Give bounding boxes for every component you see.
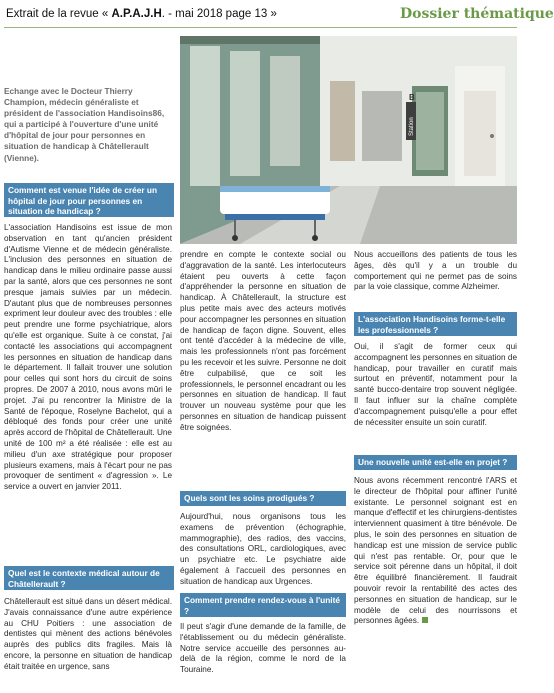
answer-2	[4, 597, 172, 693]
answer-5	[354, 342, 517, 448]
answer-4	[180, 622, 346, 688]
section-title: Dossier thématique	[400, 6, 554, 22]
answer-1	[4, 223, 172, 559]
column-3-continuation	[354, 250, 517, 306]
answer-3	[180, 512, 346, 588]
header-suffix: . - mai 2018 page 13 »	[161, 8, 277, 20]
question-3-box	[180, 491, 346, 506]
question-6-text: Une nouvelle unité est-elle en projet ?	[358, 457, 508, 467]
answer-5-text: Oui, il s'agit de former ceux qui accompagnent les personnes en situation de handicap, pour travailler en curatif mais surtout en préventif, notamment pour la santé bucco-dentaire trop souvent négligée. Il faut influer sur la chaîne complète d'accompagnement puisqu'elle a pour effet de nécessiter ensuite un soin curatif.	[354, 342, 517, 427]
hospital-corridor-photo	[180, 36, 517, 244]
answer-2-text: Châtellerault est situé dans un désert médical. J'avais connaissance d'une autre expérience au CHU Poitiers : une association de dentistes qui mènent des actions bénévoles auprès des publics dits fragiles. Mais là encore, la personne en situation de handicap était traitée en urgence, sans	[4, 597, 172, 671]
header-magazine: A.P.A.J.H	[111, 8, 162, 20]
photo-illustration	[180, 36, 517, 244]
answer-6	[354, 476, 517, 688]
question-2-text: Quel est le contexte médical autour de Châtellerault ?	[8, 568, 160, 589]
question-3-text: Quels sont les soins prodigués ?	[184, 493, 315, 503]
article-intro: Echange avec le Docteur Thierry Champion, médecin généraliste et président de l'association Handisoins86, qui a participé à l'ouverture d'une unité d'hôpital de jour pour personnes en situation de handicap à Châtellerault (Vienne).	[4, 86, 165, 163]
column-3-text: Nous accueillons des patients de tous les âges, dès qu'il y a un trouble du comportement qui ne permet pas de soins par la voie classique, comme Alzheimer.	[354, 250, 517, 292]
question-5-text: L'association Handisoins forme-t-elle les professionnels ?	[358, 314, 506, 335]
header-divider	[4, 27, 517, 28]
question-4-box	[180, 593, 346, 617]
answer-4-text: Il peut s'agir d'une demande de la famille, de l'établissement ou du médecin généraliste. Notre service accueille des personnes au-delà de la région, comme le nord de la Touraine.	[180, 622, 346, 675]
column-2-text: prendre en compte le contexte social ou d'aggravation de la santé. Les interlocuteurs étaient peu ouverts à cette façon d'appréhender la personne en situation de handicap. À Châtellerault, la structure est plus petite mais avec des acteurs motivés pour accompagner les personnes en situation de handicap de façon digne. Souvent, elles ont tenté d'accéder à la médecine de ville, mais les professionnels n'ont pas forcément pu les recevoir et les suivre. Personne ne doit être culpabilisé, que ce soit les professionnels, le personnel encadrant ou les personnes en situation de handicap. Il faut trouver un nouveau système pour que les personnes en situation de handicap puissent être soignées.	[180, 250, 346, 432]
answer-3-text: Aujourd'hui, nous organisons tous les examens de prévention (échographie, mammographie), des radios, des vaccins, des consultations ORL, cardiologiques, avec un psychiatre etc. Le psychiatre aide également à l'accueil des personnes en situation de handicap aux Urgences.	[180, 512, 346, 586]
page-header	[0, 0, 554, 30]
header-prefix: Extrait de la revue «	[6, 8, 112, 20]
station-sign: Station	[409, 117, 415, 136]
question-6-box	[354, 455, 517, 470]
end-of-article-mark	[422, 617, 428, 623]
question-1-box	[4, 183, 174, 217]
column-2-continuation	[180, 250, 346, 486]
question-5-box	[354, 312, 517, 336]
answer-6-text: Nous avons récemment rencontré l'ARS et le directeur de l'hôpital pour affiner l'unité existante. Le personnel soignant est en manque d'effectif et les chirurgiens-dentistes interviennent quasiment à titre bénévole. De plus, le soin des personnes en situation de handicap est une mission de service public qui n'est pas rentable. Or, pour que le service soit pérenne dans un hôpital, il doit être équilibré financièrement. Il faudrait pouvoir revoir la rentabilité des actes des personnes en situation de handicap, sur le modèle de celui des nourrissons et personnes âgées.	[354, 476, 517, 626]
question-4-text: Comment prendre rendez-vous à l'unité ?	[184, 595, 340, 616]
answer-1-text: L'association Handisoins est issue de mon observation en tant qu'ancien président d'Autisme Vienne et de médecin généraliste. L'inclusion des personnes en situation de handicap dans le milieu ordinaire passe aussi par la santé, alors que ces personnes ne sont presque jamais suivies par un médecin. D'autant plus que de nombreuses personnes expriment leur douleur avec des troubles : elle peut prendre une forme psychiatrique, alors qu'elle est organique. Suite à ce constat, j'ai contacté les associations qui accompagnent les personnes en situation de handicap dans le département. Il fallait trouver une solution pour celles qui sont hors du circuit de soins propres. De 2007 à 2010, nous avons mûri le projet. J'ai pu rencontrer la Ministre de la Santé de l'époque, Roselyne Bachelot, qui a débloqué des fonds pour créer une unité après accord de l'hôpital de Châtellerault. Une unité de 100 m² a été réalisée : elle est au milieu d'un axe stratégique pour proposer plusieurs examens, mais à l'écart pour ne pas provoquer de sentiment « d'agression ». Le service a ouvert en janvier 2011.	[4, 223, 172, 492]
question-1-text: Comment est venue l'idée de créer un hôpital de jour pour personnes en situation de handicap ?	[8, 185, 158, 216]
header-source	[6, 8, 277, 20]
station-letter: B	[409, 93, 415, 102]
question-2-box	[4, 566, 174, 590]
